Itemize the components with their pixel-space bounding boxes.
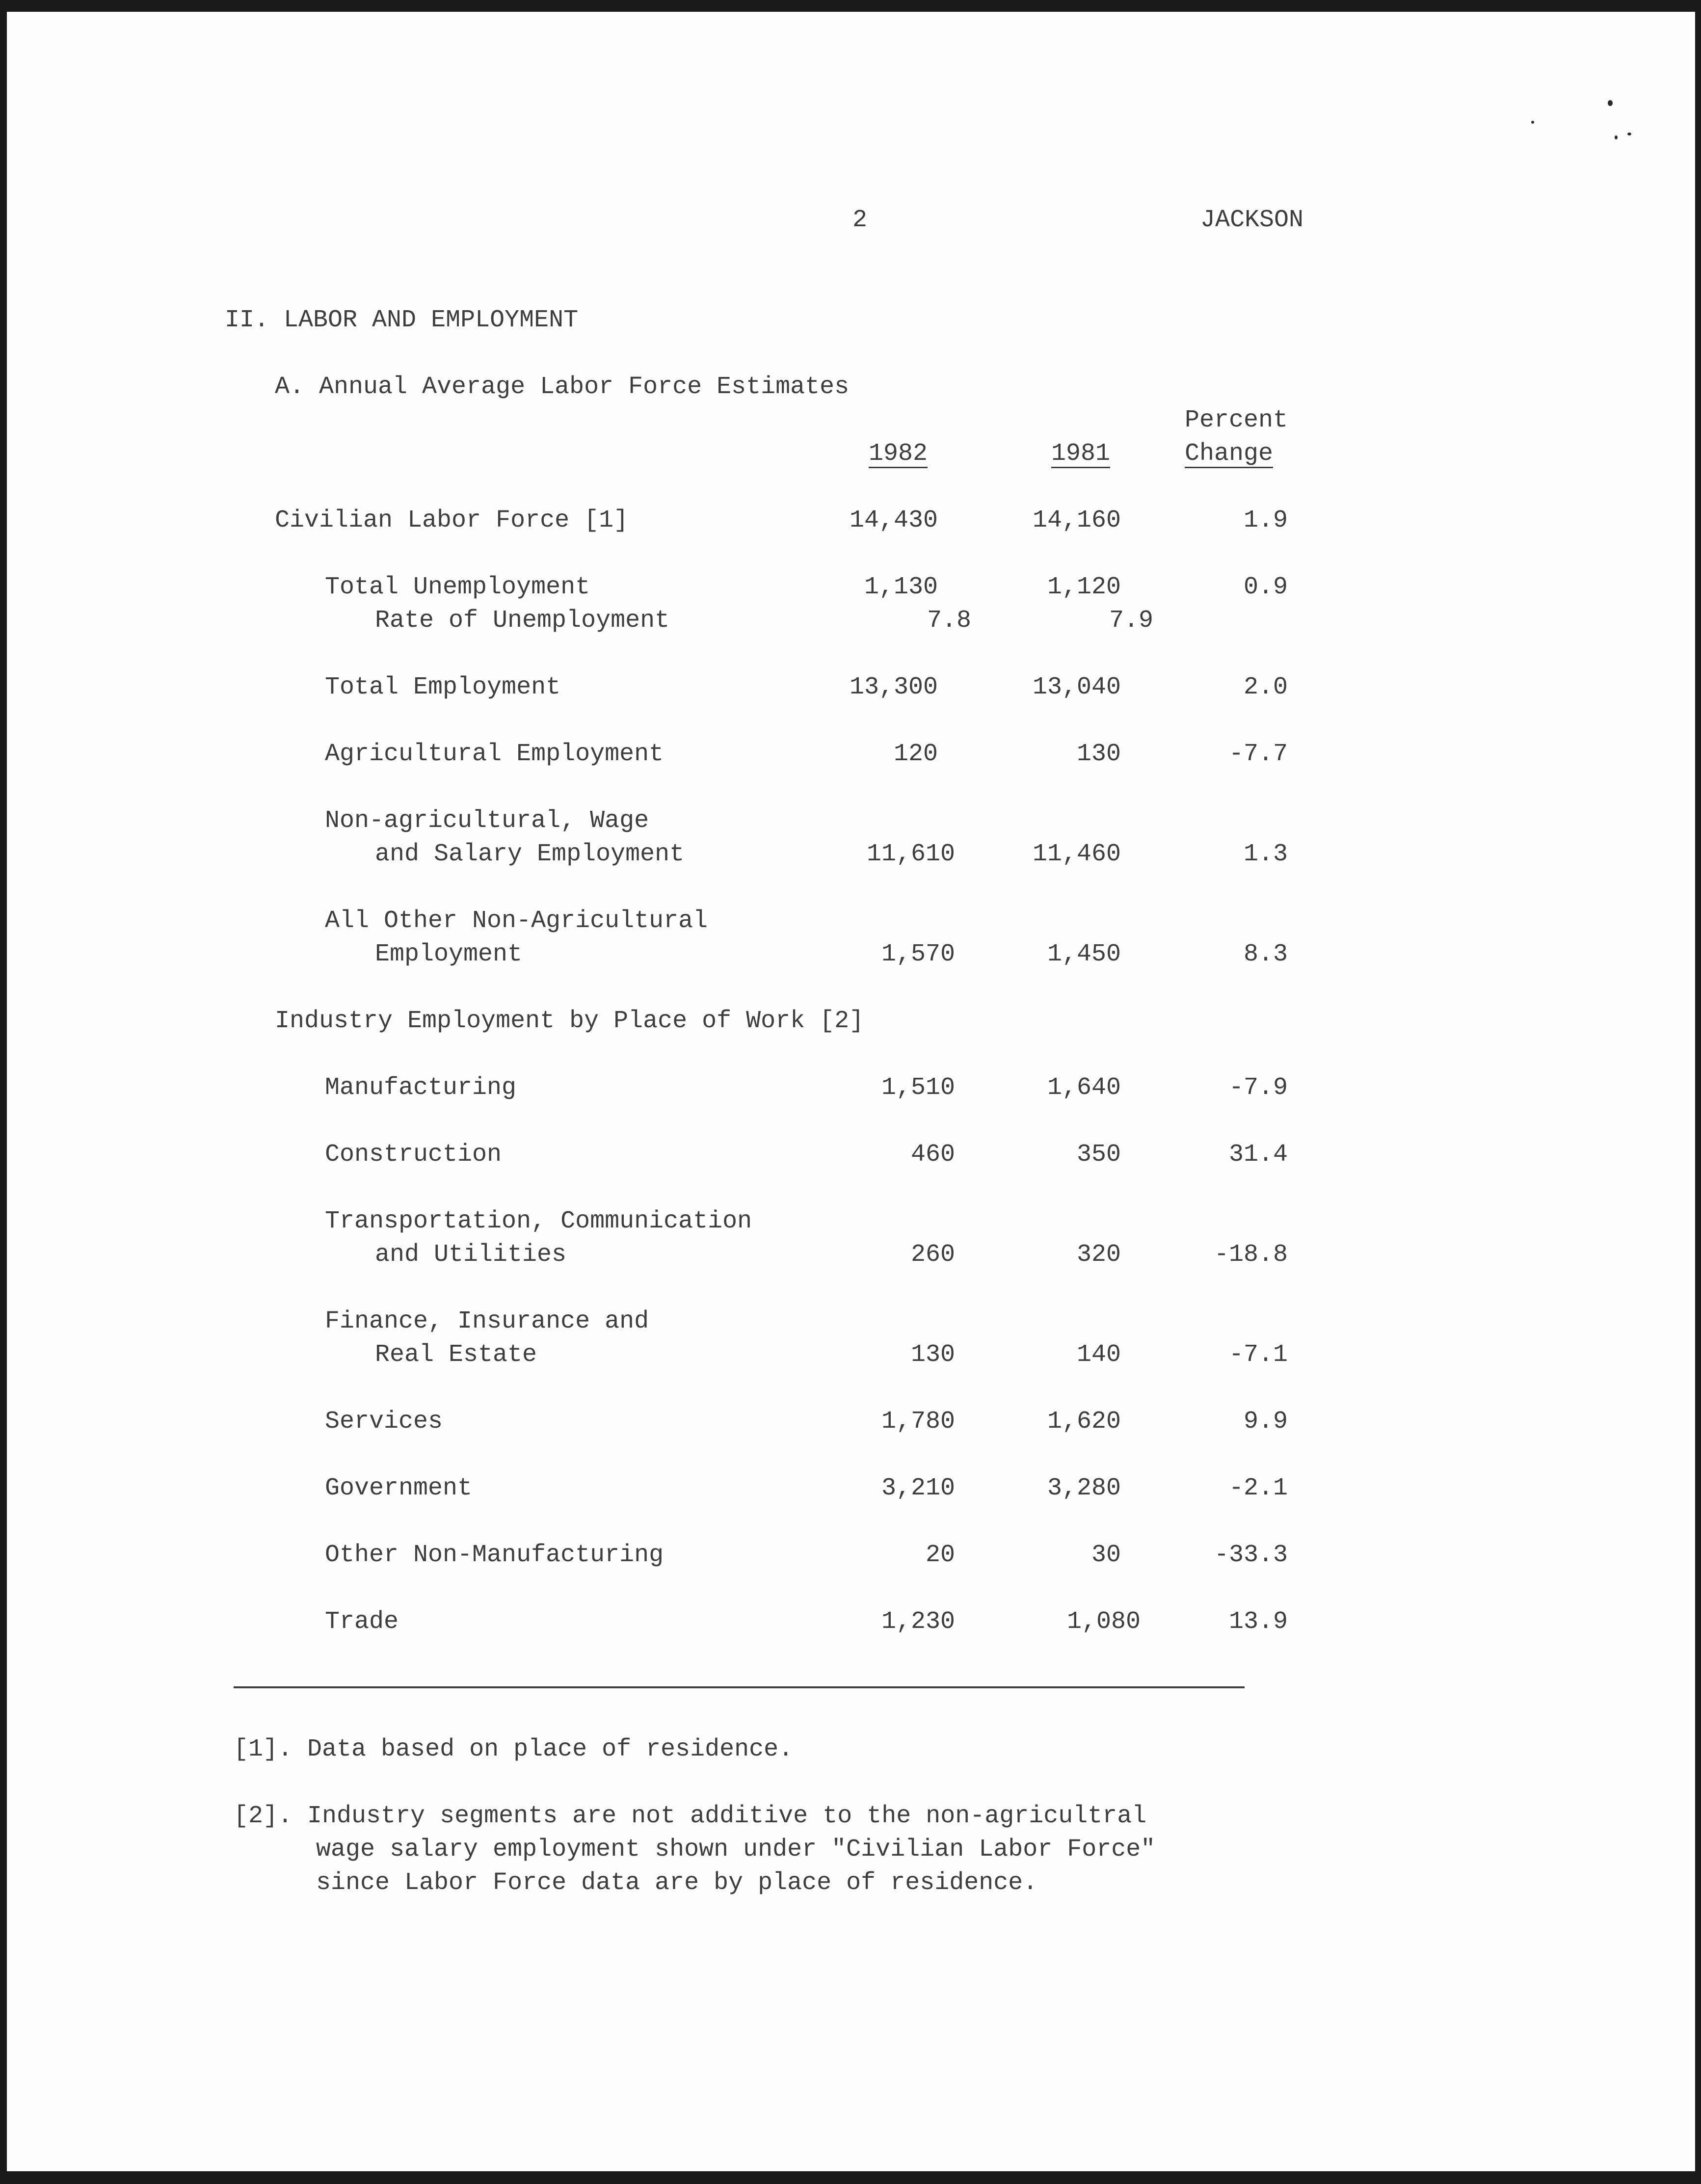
footnote-2-continued: wage salary employment shown under "Civilian Labor Force"	[316, 1836, 1156, 1864]
section-subtitle: A. Annual Average Labor Force Estimates	[275, 373, 850, 401]
row-label-other-nonmanufacturing: Other Non-Manufacturing	[325, 1541, 664, 1569]
column-header-change: Change	[1185, 440, 1274, 468]
scan-speck	[1531, 121, 1534, 124]
row-label-construction: Construction	[325, 1141, 502, 1169]
value-1981: 30	[1091, 1541, 1121, 1569]
row-label-employment: Employment	[375, 940, 523, 968]
row-label-transportation: Transportation, Communication	[325, 1207, 752, 1235]
value-1981: 13,040	[1032, 673, 1121, 701]
value-1981: 320	[1076, 1241, 1121, 1269]
row-label-government: Government	[325, 1474, 473, 1502]
row-label-all-other-nonagricultural: All Other Non-Agricultural	[325, 907, 708, 935]
row-label-total-unemployment: Total Unemployment	[325, 573, 590, 601]
column-header-1982: 1982	[869, 440, 928, 468]
value-1982: 11,610	[866, 840, 955, 868]
scan-speck	[1608, 100, 1613, 106]
value-1982: 7.8	[927, 607, 971, 635]
value-1982: 14,430	[849, 506, 938, 534]
value-percent-change: 1.3	[1243, 840, 1288, 868]
value-1981: 7.9	[1109, 607, 1153, 635]
value-percent-change: -18.8	[1214, 1241, 1288, 1269]
value-1981: 14,160	[1032, 506, 1121, 534]
value-1982: 120	[893, 740, 938, 768]
value-1982: 1,230	[881, 1608, 955, 1636]
value-1981: 1,450	[1047, 940, 1121, 968]
value-percent-change: 8.3	[1243, 940, 1288, 968]
value-1981: 130	[1076, 740, 1121, 768]
value-1982: 460	[910, 1141, 955, 1169]
value-percent-change: -33.3	[1214, 1541, 1288, 1569]
row-label-trade: Trade	[325, 1608, 399, 1636]
value-1982: 13,300	[849, 673, 938, 701]
value-1981: 3,280	[1047, 1474, 1121, 1502]
value-percent-change: 0.9	[1243, 573, 1288, 601]
footnote-divider	[234, 1686, 1245, 1688]
row-label-civilian-labor-force: Civilian Labor Force [1]	[275, 506, 629, 534]
value-1982: 1,510	[881, 1074, 955, 1102]
column-header-1981: 1981	[1051, 440, 1111, 468]
value-percent-change: 2.0	[1243, 673, 1288, 701]
value-percent-change: 31.4	[1228, 1141, 1288, 1169]
value-1981: 1,120	[1047, 573, 1121, 601]
row-label-salary-employment: and Salary Employment	[375, 840, 685, 868]
footnote-2: [2]. Industry segments are not additive to the non-agricultral	[234, 1802, 1147, 1830]
section-title: II. LABOR AND EMPLOYMENT	[225, 306, 579, 334]
value-percent-change: -7.1	[1228, 1341, 1288, 1369]
row-label-manufacturing: Manufacturing	[325, 1074, 517, 1102]
row-label-utilities: and Utilities	[375, 1241, 567, 1269]
value-percent-change: -2.1	[1228, 1474, 1288, 1502]
document-page	[7, 12, 1695, 2171]
value-1981: 140	[1076, 1341, 1121, 1369]
footnote-1: [1]. Data based on place of residence.	[234, 1735, 794, 1763]
row-label-real-estate: Real Estate	[375, 1341, 537, 1369]
value-percent-change: -7.7	[1228, 740, 1288, 768]
value-percent-change: 9.9	[1243, 1408, 1288, 1436]
county-name: JACKSON	[1200, 206, 1304, 234]
value-1982: 3,210	[881, 1474, 955, 1502]
scan-speck	[1615, 135, 1618, 139]
value-1981: 1,640	[1047, 1074, 1121, 1102]
footnote-2-continued: since Labor Force data are by place of residence.	[316, 1869, 1038, 1897]
industry-heading: Industry Employment by Place of Work [2]	[275, 1007, 864, 1035]
page-number: 2	[852, 206, 868, 234]
row-label-finance-insurance: Finance, Insurance and	[325, 1307, 649, 1335]
value-1981: 1,080	[1066, 1608, 1141, 1636]
value-1982: 130	[910, 1341, 955, 1369]
scan-speck	[1627, 133, 1631, 135]
value-1981: 350	[1076, 1141, 1121, 1169]
row-label-rate-of-unemployment: Rate of Unemployment	[375, 607, 670, 635]
value-1982: 20	[925, 1541, 955, 1569]
row-label-agricultural-employment: Agricultural Employment	[325, 740, 664, 768]
value-percent-change: 13.9	[1228, 1608, 1288, 1636]
value-percent-change: 1.9	[1243, 506, 1288, 534]
value-1982: 1,570	[881, 940, 955, 968]
value-1982: 260	[910, 1241, 955, 1269]
value-1982: 1,780	[881, 1408, 955, 1436]
column-header-percent: Percent	[1185, 406, 1288, 434]
value-1981: 11,460	[1032, 840, 1121, 868]
row-label-nonagricultural-wage: Non-agricultural, Wage	[325, 807, 649, 835]
value-1982: 1,130	[864, 573, 938, 601]
row-label-services: Services	[325, 1408, 443, 1436]
value-percent-change: -7.9	[1228, 1074, 1288, 1102]
row-label-total-employment: Total Employment	[325, 673, 561, 701]
value-1981: 1,620	[1047, 1408, 1121, 1436]
